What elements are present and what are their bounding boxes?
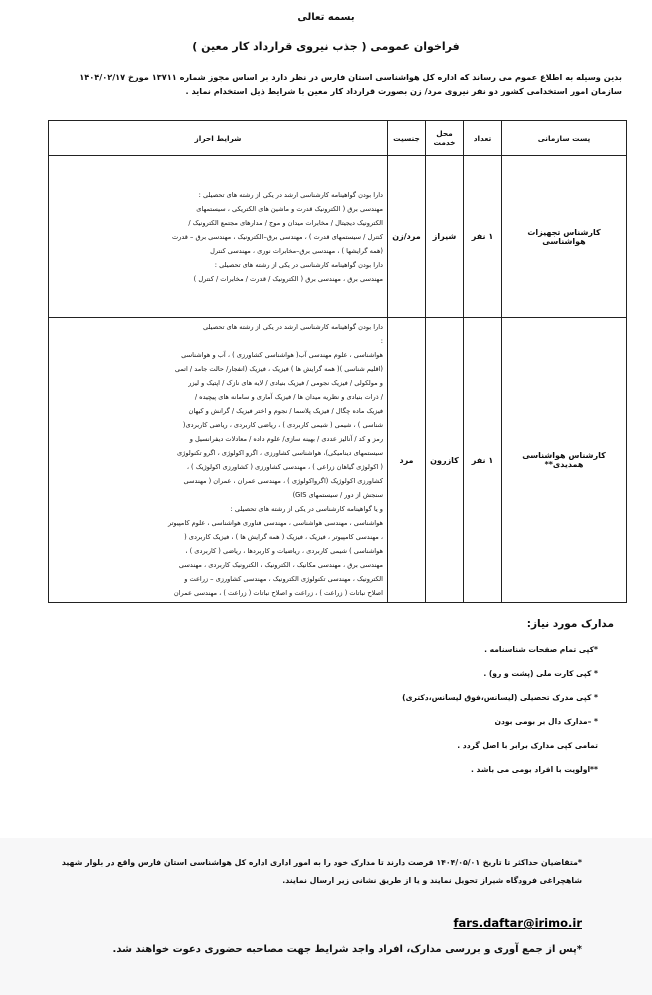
note-line-2: شاهچراغی فرودگاه شیراز تحویل نمایند و یا از طریق نشانی زیر ارسال نمایند. [282,876,582,885]
row2-position: کارشناس هواشناسی همدیدی** [502,318,627,603]
header-requirements: شرایط احراز [49,121,388,156]
list-item: *کپی تمام صفحات شناسنامه . [484,645,598,654]
req-line: شناسی ) ، شیمی ( شیمی کاربردی ) ، ریاضی کاربردی ، ریاضی کاربردی( [182,421,383,429]
req-line: مهندسی برق ( الکترونیک قدرت و ماشین های الکتریکی ، سیستمهای [196,204,383,213]
req-line: / ذرات بنیادی و نظریه میدان ها / فیزیک آماری و سامانه های پیچیده / [194,393,383,401]
row1-position: کارشناس تجهیزات هواشناسی [502,156,627,318]
row1-location: شیراز [426,156,464,318]
req-line: مهندسی برق ، مهندسی مکانیک ، الکترونیک ، الکترونیک کاربردی ، مهندسی [178,561,383,569]
required-documents [54,618,614,782]
req-line: دارا بودن گواهینامه کارشناسی ارشد در یکی از رشته های تحصیلی : [198,190,383,199]
row2-count: ۱ نفر [464,318,502,603]
req-line: (اقلیم شناسی )( همه گرایش ها ) فیزیک ، فیزیک (انفجار/ حالت جامد / اتمی [174,365,383,373]
header-location: محل خدمت [426,121,464,156]
intro-paragraph [22,70,622,98]
list-item: * کپی مدرک تحصیلی (لیسانس،فوق لیسانس،دکتری) [402,693,598,702]
row2-requirements [49,318,388,603]
documents-title: مدارک مورد نیاز: [526,618,614,630]
list-item: * –مدارک دال بر بومی بودن [494,717,598,726]
req-line: هواشناسی ) شیمی کاربردی ، ریاضیات و کاربردها ، ریاضی ( کاربردی ) ، [185,547,383,555]
req-line: و یا گواهینامه کارشناسی در یکی از رشته های تحصیلی : [230,505,383,513]
req-line: کشاورزی اکولوژیک (اگرواکولوژی ) ، مهندسی عمران ، عمران ( مهندسی [183,477,383,485]
row1-gender: مرد/زن [388,156,426,318]
req-line: و مولکولی / فیزیک نجومی / فیزیک بنیادی / لایه های نازک / اپتیک و لیزر [188,379,383,387]
list-item: **اولویت با افراد بومی می باشد . [471,765,598,774]
list-item: تمامی کپی مدارک برابر با اصل گردد . [457,741,598,750]
req-line: سیستمهای دینامیکی)، هواشناسی کشاورزی ، اگرو اکولوژی ، اگرو تکنولوژی [176,449,383,457]
req-line: (همه گرایشها ) ، مهندسی برق–مخابرات نوری ، مهندسی کنترل [210,246,383,255]
req-line: هواشناسی ، مهندسی هواشناسی ، مهندسی فناوری هواشناسی ، علوم کامپیوتر [167,519,383,527]
req-line: ، مهندسی کامپیوتر ، فیزیک ، فیزیک ( همه گرایش ها ) ، فیزیک کاربردی ( [184,533,383,541]
table-row [49,318,627,603]
req-line: مهندسی برق ، مهندسی برق ( الکترونیک / قدرت / مخابرات / کنترل ) [193,274,383,283]
contact-email-link[interactable]: fars.daftar@irimo.ir [453,916,582,930]
req-line: کنترل / سیستمهای قدرت ) ، مهندسی برق–الکترونیک ، مهندسی برق – قدرت [171,232,383,241]
table-header-row [49,121,627,156]
intro-line-2: سازمان امور استخدامی کشور دو نفر نیروی مرد/ زن بصورت قرارداد کار معین با شرایط ذیل استخدام نماید . [185,86,622,96]
req-line: الکترونیک دیجیتال / مخابرات میدان و موج / مدارهای مجتمع الکترونیک / [188,218,383,227]
req-line: الکترونیک ، مهندسی تکنولوژی الکترونیک ، مهندسی کشاورزی – زراعت و [184,575,383,583]
bismillah-heading: بسمه تعالی [297,12,355,23]
req-line: سنجش از دور / سیستمهای GIS) [292,491,383,499]
header-position: پست سازمانی [502,121,627,156]
submission-note [22,854,582,890]
req-line: دارا بودن گواهینامه کارشناسی در یکی از رشته های تحصیلی : [214,260,383,269]
announcement-title: فراخوان عمومی ( جذب نیروی قرارداد کار معین ) [192,40,460,53]
req-line: دارا بودن گواهینامه کارشناسی ارشد در یکی از رشته های تحصیلی [202,323,383,331]
row1-count: ۱ نفر [464,156,502,318]
req-line: اصلاح نباتات ( زراعت ) ، زراعت و اصلاح نباتات ( زراعت ) ، مهندسی عمران [173,589,383,597]
req-line: ( اکولوژی گیاهان زراعی ) ، مهندسی کشاورزی ( کشاورزی اکولوژیک ) ، [186,463,383,471]
req-line: : [380,337,383,345]
intro-line-1: بدین وسیله به اطلاع عموم می رساند که اداره کل هواشناسی استان فارس در نظر دارد بر اساس مجوز شماره ۱۳۷۱۱ مورخ ۱۴۰۴/۰۲/۱۷ [79,72,622,82]
final-notice: *پس از جمع آوری و بررسی مدارک، افراد واجد شرایط جهت مصاحبه حضوری دعوت خواهند شد. [112,944,582,955]
header-gender: جنسیت [388,121,426,156]
table-row [49,156,627,318]
positions-table [48,120,627,603]
header-count: تعداد [464,121,502,156]
row2-location: کازرون [426,318,464,603]
req-line: فیزیک ماده چگال / فیزیک پلاسما / نجوم و اختر فیزیک / گرانش و کیهان [188,407,383,415]
row1-requirements [49,156,388,318]
req-line: رمز و کد / آنالیز عددی / بهینه سازی/ علوم داده / معادلات دیفرانسیل و [189,435,383,443]
row2-gender: مرد [388,318,426,603]
req-line: هواشناسی ، علوم مهندسی آب( هواشناسی کشاورزی ) ، آب و هواشناسی [181,351,383,359]
note-line-1: *متقاضیان حداکثر تا تاریخ ۱۴۰۴/۰۵/۰۱ فرصت دارند تا مدارک خود را به امور اداری اداره کل هواشناسی استان فارس واقع در بلوار شهید [61,858,582,867]
list-item: * کپی کارت ملی (پشت و رو) . [483,669,598,678]
